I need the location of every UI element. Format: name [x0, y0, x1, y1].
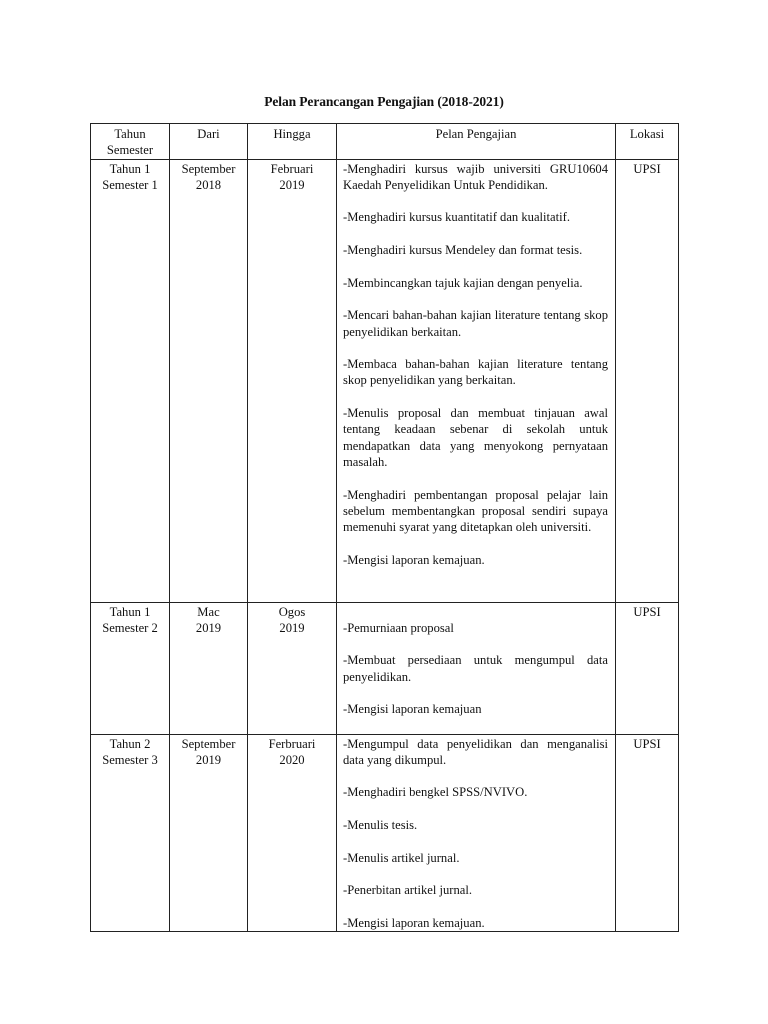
- from-cell: [170, 734, 248, 932]
- location-cell: UPSI: [616, 602, 679, 734]
- from-year: 2019: [195, 752, 222, 767]
- to-month: Ogos: [278, 604, 306, 619]
- plan-item: -Mengisi laporan kemajuan.: [343, 552, 485, 567]
- plan-item: -Menulis tesis.: [343, 818, 418, 833]
- plan-cell: [337, 734, 616, 932]
- plan-item: -Penerbitan artikel jurnal.: [343, 883, 473, 898]
- semester-year: Tahun 1: [109, 161, 151, 176]
- from-month: September: [181, 161, 236, 176]
- plan-item: -Mengisi laporan kemajuan: [343, 702, 482, 717]
- header-location: Lokasi: [616, 124, 679, 160]
- plan-cell: [337, 159, 616, 602]
- table-row: [91, 734, 679, 932]
- table-row: [91, 159, 679, 602]
- plan-item: -Menulis proposal dan membuat tinjauan awal tentang keadaan sebenar di sekolah untuk mendapatkan data yang menyokong pernyataan masalah.: [343, 406, 608, 469]
- plan-item: -Menghadiri bengkel SPSS/NVIVO.: [343, 785, 528, 800]
- to-year: 2020: [279, 752, 305, 767]
- study-plan-table: [90, 123, 679, 932]
- semester-cell: [91, 602, 170, 734]
- location-cell: UPSI: [616, 734, 679, 932]
- header-semester-line1: Tahun: [114, 127, 146, 141]
- from-month: Mac: [197, 604, 220, 619]
- plan-cell: [337, 602, 616, 734]
- plan-item: -Mengisi laporan kemajuan.: [343, 915, 485, 930]
- from-month: September: [181, 736, 236, 751]
- plan-item: -Menghadiri kursus Mendeley dan format tesis.: [343, 243, 583, 258]
- plan-item: -Mengumpul data penyelidikan dan menganalisi data yang dikumpul.: [343, 736, 608, 767]
- plan-item: -Menghadiri kursus kuantitatif dan kualitatif.: [343, 210, 570, 225]
- semester-cell: [91, 734, 170, 932]
- from-cell: [170, 602, 248, 734]
- plan-item: -Membincangkan tajuk kajian dengan penyelia.: [343, 275, 583, 290]
- plan-item: -Membuat persediaan untuk mengumpul data penyelidikan.: [343, 653, 608, 684]
- to-cell: [248, 159, 337, 602]
- from-year: 2018: [195, 177, 222, 192]
- document-title: Pelan Perancangan Pengajian (2018-2021): [264, 94, 504, 109]
- semester-term: Semester 2: [102, 620, 158, 635]
- header-plan: Pelan Pengajian: [337, 124, 616, 160]
- to-year: 2019: [279, 620, 305, 635]
- header-semester-line2: Semester: [106, 143, 154, 158]
- semester-term: Semester 3: [102, 752, 158, 767]
- plan-item: -Menulis artikel jurnal.: [343, 850, 460, 865]
- location-cell: UPSI: [616, 159, 679, 602]
- semester-term: Semester 1: [102, 177, 158, 192]
- to-cell: [248, 734, 337, 932]
- plan-item: -Pemurniaan proposal: [343, 620, 454, 635]
- semester-year: Tahun 2: [109, 736, 151, 751]
- to-month: Ferbruari: [268, 736, 316, 751]
- from-year: 2019: [195, 620, 222, 635]
- plan-item: -Menghadiri pembentangan proposal pelajar lain sebelum membentangkan proposal sendiri supaya memenuhi syarat yang ditetapkan oleh universiti.: [343, 487, 608, 535]
- header-from: Dari: [170, 124, 248, 160]
- to-month: Februari: [270, 161, 314, 176]
- plan-item: -Mencari bahan-bahan kajian literature tentang skop penyelidikan berkaitan.: [343, 308, 608, 339]
- semester-cell: [91, 159, 170, 602]
- semester-year: Tahun 1: [109, 604, 151, 619]
- table-row: [91, 602, 679, 734]
- from-cell: [170, 159, 248, 602]
- plan-item: -Menghadiri kursus wajib universiti GRU10604 Kaedah Penyelidikan Untuk Pendidikan.: [343, 161, 608, 192]
- to-year: 2019: [279, 177, 305, 192]
- header-to: Hingga: [248, 124, 337, 160]
- to-cell: [248, 602, 337, 734]
- header-semester: [91, 124, 170, 160]
- table-header-row: [91, 124, 679, 160]
- plan-item: -Membaca bahan-bahan kajian literature tentang skop penyelidikan yang berkaitan.: [343, 357, 608, 388]
